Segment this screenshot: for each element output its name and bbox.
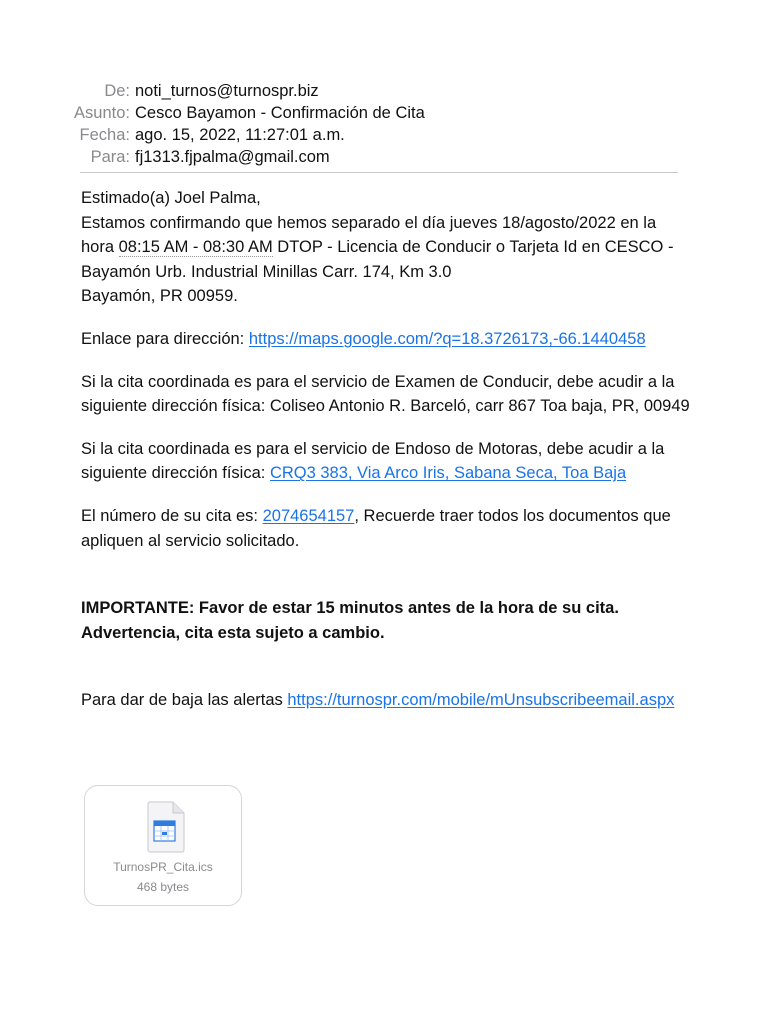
warning-notice: Advertencia, cita esta sujeto a cambio. [81, 623, 385, 642]
unsubscribe-link[interactable]: https://turnospr.com/mobile/mUnsubscribeemail.aspx [287, 691, 675, 710]
moto-text: Si la cita coordinada es para el servicio de Endoso de Motoras, debe acudir a la siguiente dirección física: [81, 439, 665, 483]
moto-address-link[interactable]: CRQ3 383, Via Arco Iris, Sabana Seca, Toa Baja [269, 464, 627, 483]
calendar-file-icon [146, 801, 186, 853]
appointment-number-link[interactable]: 2074654157 [262, 506, 355, 525]
subject-label: Asunto: [74, 104, 130, 122]
directions-label: Enlace para dirección: [81, 329, 249, 348]
appointment-number-note: , Recuerde traer todos los documentos que apliquen al servicio solicitado. [81, 506, 671, 550]
directions-link[interactable]: https://maps.google.com/?q=18.3726173,-66.1440458 [248, 329, 646, 348]
date-label: Fecha: [79, 126, 130, 144]
to-row [0, 146, 768, 168]
appointment-time[interactable]: 08:15 AM - 08:30 AM [118, 238, 273, 257]
moto-paragraph [81, 437, 693, 486]
from-label: De: [104, 82, 130, 100]
attachment-size: 468 bytes [136, 880, 190, 894]
confirmation-paragraph [81, 211, 693, 285]
confirmation-city: Bayamón, PR 00959. [81, 287, 238, 306]
email-body [81, 186, 693, 713]
to-value[interactable]: fj1313.fjpalma@gmail.com [135, 148, 330, 166]
from-row [0, 80, 768, 102]
appointment-number-label: El número de su cita es: [81, 506, 263, 525]
unsubscribe-text: Para dar de baja las alertas [81, 691, 288, 710]
unsubscribe-paragraph [81, 688, 693, 713]
attachment-card[interactable] [84, 785, 242, 906]
greeting: Estimado(a) Joel Palma, [81, 189, 261, 207]
subject-value: Cesco Bayamon - Confirmación de Cita [135, 104, 425, 122]
confirmation-location: DTOP - Licencia de Conducir o Tarjeta Id en CESCO - Bayamón Urb. Industrial Minillas Carr. 174, Km 3.0 [81, 238, 674, 281]
attachment-name: TurnosPR_Cita.ics [113, 860, 213, 874]
confirmation-text: Estamos confirmando que hemos separado el día jueves 18/agosto/2022 en la hora [81, 213, 657, 257]
email-header [0, 80, 768, 168]
directions-paragraph [81, 327, 693, 352]
exam-paragraph: Si la cita coordinada es para el servicio de Examen de Conducir, debe acudir a la siguiente dirección física: Coliseo Antonio R. Barceló, carr 867 Toa baja, PR, 00949 [81, 372, 690, 416]
appointment-number-paragraph [81, 504, 693, 553]
from-value[interactable]: noti_turnos@turnospr.biz [135, 82, 319, 100]
date-row [0, 124, 768, 146]
date-value: ago. 15, 2022, 11:27:01 a.m. [135, 126, 345, 144]
to-label: Para: [90, 148, 130, 166]
important-notice: IMPORTANTE: Favor de estar 15 minutos antes de la hora de su cita. [81, 599, 619, 618]
subject-row [0, 102, 768, 124]
header-divider [80, 172, 678, 173]
